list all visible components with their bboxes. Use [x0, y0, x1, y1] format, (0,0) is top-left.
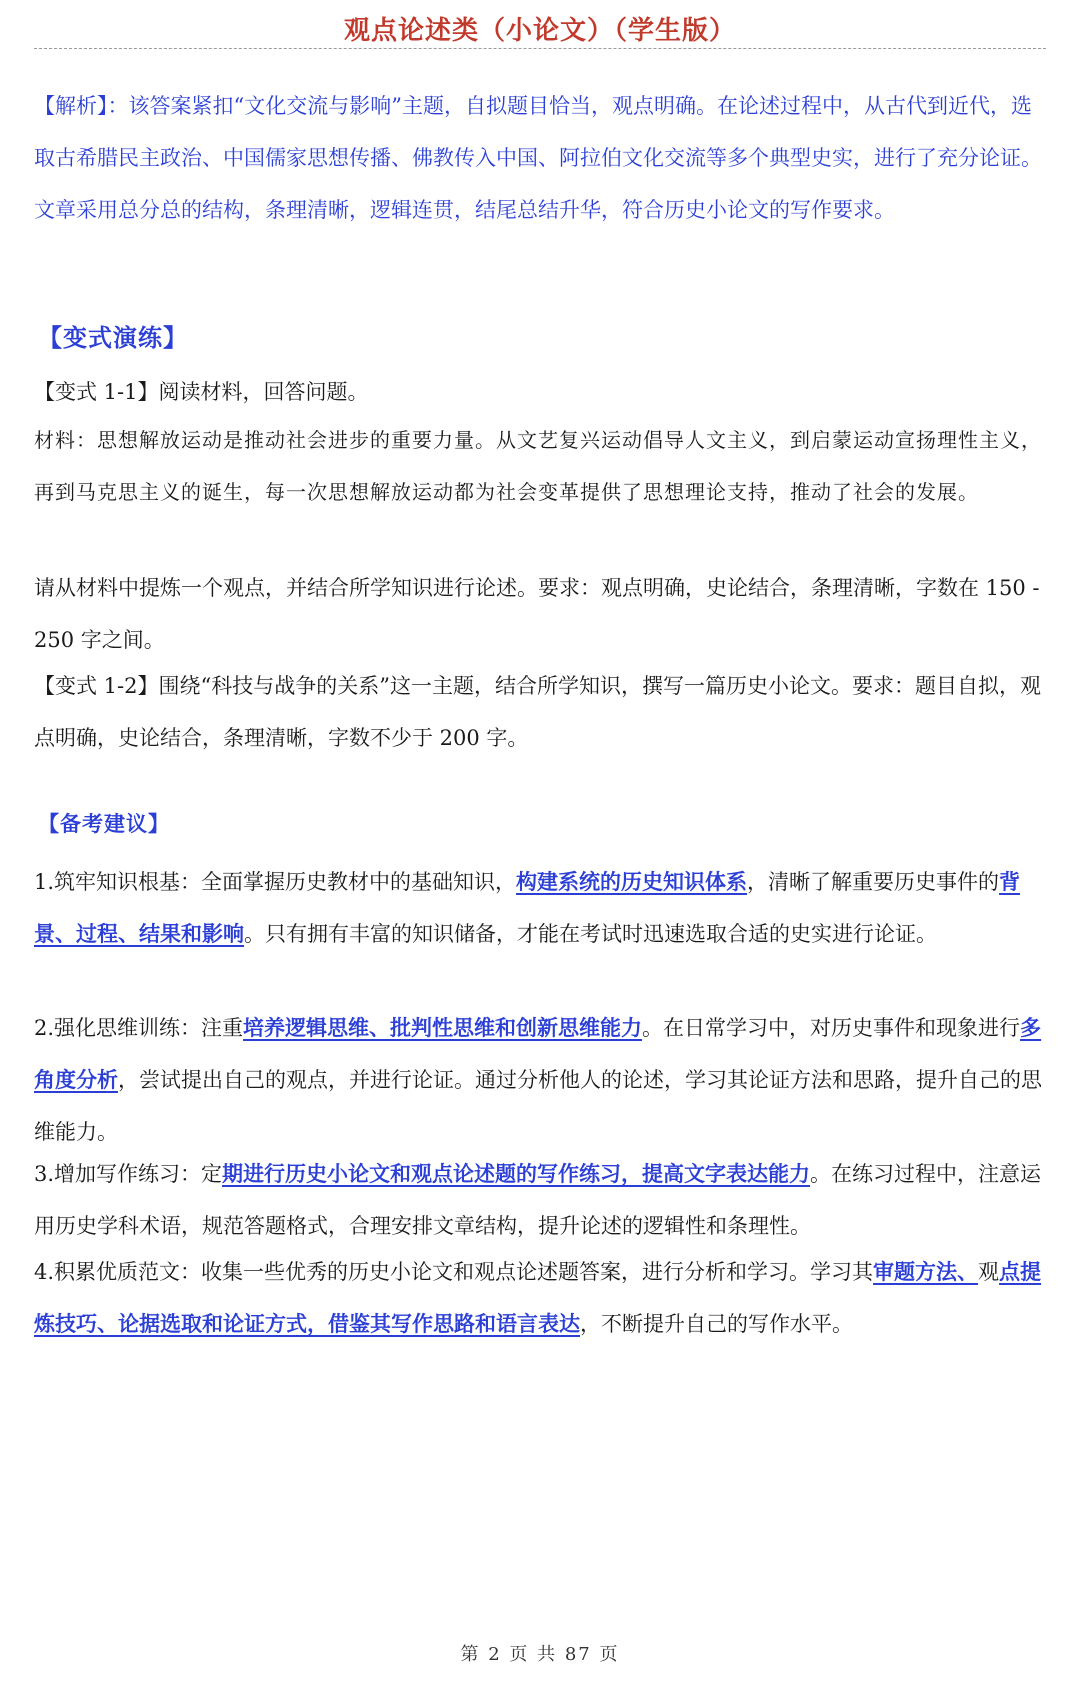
advice-4-text-a: 4.积累优质范文：收集一些优秀的历史小论文和观点论述题答案，进行分析和学习。学习其	[34, 1260, 874, 1284]
advice-2-text-c: ，尝试提出自己的观点，并进行论证。通过分析他人的论述，学习其论证方法和思路，提升自己的思维能力。	[34, 1068, 1042, 1144]
advice-1-text-c: 。只有拥有丰富的知识储备，才能在考试时迅速选取合适的史实进行论证。	[244, 922, 937, 946]
advice-4-text-b: 观	[978, 1260, 1000, 1284]
advice-1-highlight-1: 构建系统的历史知识体系	[516, 869, 748, 894]
advice-4-highlight-1: 审题方法、	[873, 1259, 979, 1284]
advice-2-text-b: 。在日常学习中，对历史事件和现象进行	[642, 1016, 1021, 1040]
advice-3-highlight-1: 期进行历史小论文和观点论述题的写作练习，提高文字表达能力	[222, 1161, 811, 1186]
variant-1-2-label: 【变式 1-2】	[34, 674, 159, 698]
analysis-label: 【解析】	[34, 94, 108, 118]
advice-heading: 【备考建议】	[38, 811, 170, 836]
variant-1-1-requirement: 请从材料中提炼一个观点，并结合所学知识进行论述。要求：观点明确，史论结合，条理清晰，字数在 150 - 250 字之间。	[34, 576, 1040, 652]
advice-item-3	[34, 1148, 1044, 1252]
advice-4-highlight-2: 点提炼技巧、论据选取和论证方式，借鉴其写作思路和语言表达	[34, 1259, 1042, 1336]
advice-2-text-a: 2.强化思维训练：注重	[34, 1016, 244, 1040]
header-divider	[34, 48, 1046, 49]
advice-3-text-b: 。在练习过程中，注意运用历史学科术语，规范答题格式，合理安排文章结构，提升论述的逻辑性和条理性。	[34, 1162, 1042, 1238]
variant-1-1-text: 阅读材料，回答问题。	[158, 380, 369, 404]
variant-1-2-text: 围绕“科技与战争的关系”这一主题，结合所学知识，撰写一篇历史小论文。要求：题目自拟，观点明确，史论结合，条理清晰，字数不少于 200 字。	[34, 674, 1041, 750]
advice-item-4	[34, 1246, 1044, 1350]
advice-item-1	[34, 856, 1044, 960]
advice-3-text-a: 3.增加写作练习：定	[34, 1162, 223, 1186]
page-number: 第 2 页 共 87 页	[460, 1644, 620, 1665]
variant-1-2	[34, 660, 1044, 764]
material-paragraph: 材料：思想解放运动是推动社会进步的重要力量。从文艺复兴运动倡导人文主义，到启蒙运动宣扬理性主义，再到马克思主义的诞生，每一次思想解放运动都为社会变革提供了思想理论支持，推动了社会的发展。	[34, 428, 1042, 504]
page-title: 观点论述类（小论文）（学生版）	[343, 16, 736, 46]
advice-1-text-a: 1.筑牢知识根基：全面掌握历史教材中的基础知识，	[34, 870, 517, 894]
variant-1-1-label: 【变式 1-1】	[34, 380, 159, 404]
advice-2-highlight-1: 培养逻辑思维、批判性思维和创新思维能力	[243, 1015, 643, 1040]
advice-1-highlight-2: 背景、过程、结果和影响	[34, 869, 1021, 946]
advice-4-text-c: ，不断提升自己的写作水平。	[580, 1312, 853, 1336]
variants-heading: 【变式演练】	[38, 323, 188, 352]
analysis-paragraph	[34, 80, 1044, 236]
variant-1-1	[34, 366, 1044, 418]
analysis-text: ：该答案紧扣“文化交流与影响”主题，自拟题目恰当，观点明确。在论述过程中，从古代到近代，选取古希腊民主政治、中国儒家思想传播、佛教传入中国、阿拉伯文化交流等多个典型史实，进行了充分论证。文章采用总分总的结构，条理清晰，逻辑连贯，结尾总结升华，符合历史小论文的写作要求。	[34, 94, 1042, 222]
advice-item-2	[34, 1002, 1044, 1158]
advice-1-text-b: ，清晰了解重要历史事件的	[747, 870, 1000, 894]
advice-2-highlight-2: 多角度分析	[34, 1015, 1042, 1092]
